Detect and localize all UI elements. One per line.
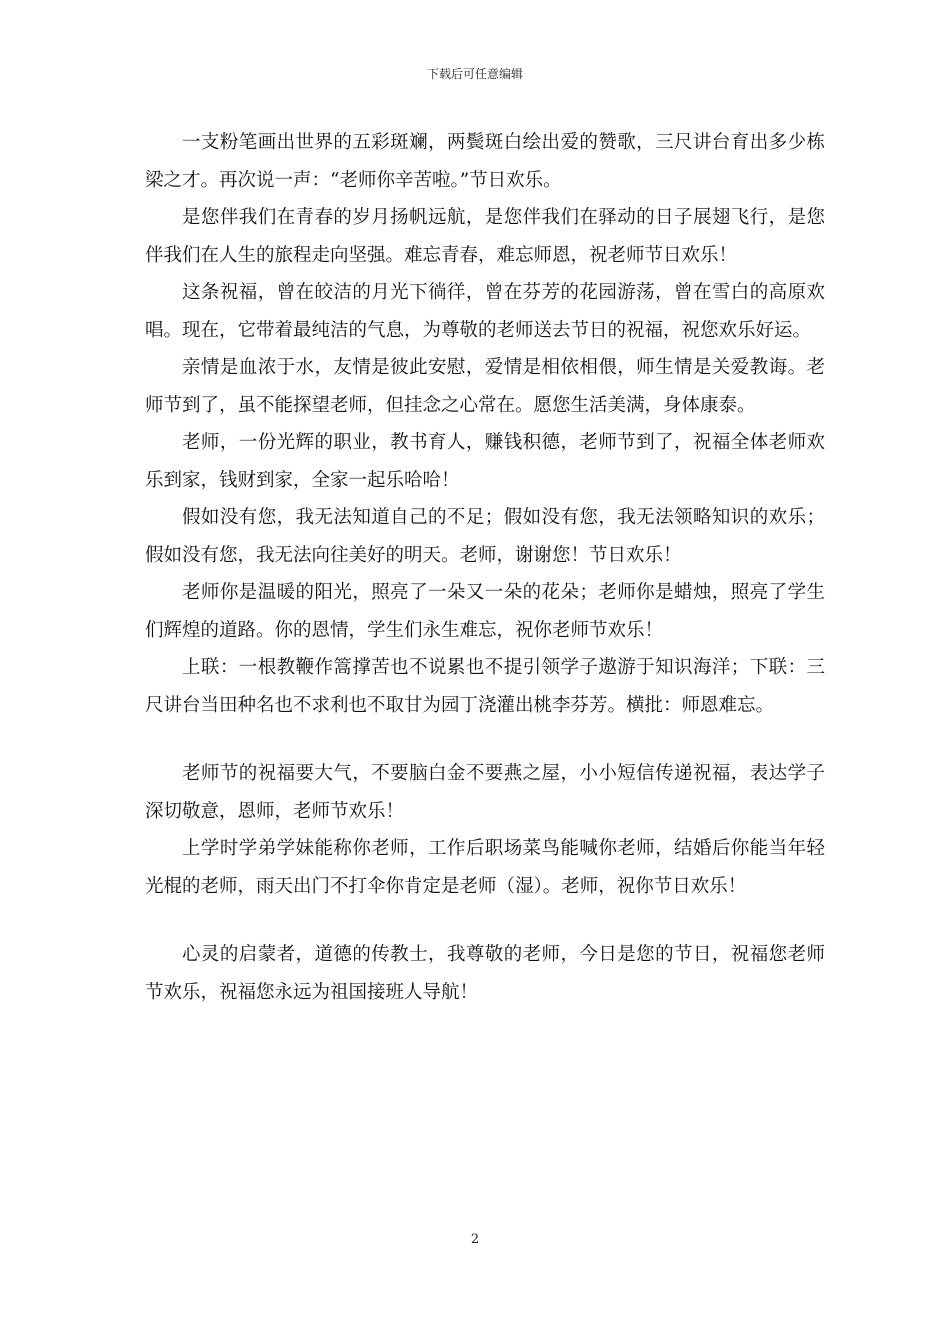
paragraph: 亲情是血浓于水，友情是彼此安慰，爱情是相依相偎，师生情是关爱教诲。老师节到了，虽不能探望老师，但挂念之心常在。愿您生活美满，身体康泰。	[145, 357, 825, 416]
paragraph: 心灵的启蒙者，道德的传教士，我尊敬的老师，今日是您的节日，祝福您老师节欢乐，祝福您永远为祖国接班人导航！	[145, 944, 825, 1003]
paragraph: 一支粉笔画出世界的五彩斑斓，两鬓斑白绘出爱的赞歌，三尺讲台育出多少栋梁之才。再次说一声：“老师你辛苦啦。”节日欢乐。	[145, 132, 825, 191]
paragraph: 老师节的祝福要大气，不要脑白金不要燕之屋，小小短信传递祝福，表达学子深切敬意，恩师，老师节欢乐！	[145, 763, 825, 822]
paragraph: 上联：一根教鞭作篙撑苦也不说累也不提引领学子遨游于知识海洋；下联：三尺讲台当田种名也不求利也不取甘为园丁浇灌出桃李芬芳。横批：师恩难忘。	[145, 657, 825, 716]
header-note: 下载后可任意编辑	[426, 67, 523, 81]
paragraph: 是您伴我们在青春的岁月扬帆远航，是您伴我们在驿动的日子展翅飞行，是您伴我们在人生的旅程走向坚强。难忘青春，难忘师恩，祝老师节日欢乐！	[145, 207, 825, 266]
paragraph: 这条祝福，曾在皎洁的月光下徜徉，曾在芬芳的花园游荡，曾在雪白的高原欢唱。现在，它带着最纯洁的气息，为尊敬的老师送去节日的祝福，祝您欢乐好运。	[145, 282, 825, 341]
page-number: 2	[470, 1232, 480, 1247]
paragraph: 假如没有您，我无法知道自己的不足；假如没有您，我无法领略知识的欢乐；假如没有您，我无法向往美好的明天。老师，谢谢您！节日欢乐！	[145, 507, 825, 566]
document-body	[145, 124, 825, 1011]
paragraph: 上学时学弟学妹能称你老师，工作后职场菜鸟能喊你老师，结婚后你能当年轻光棍的老师，雨天出门不打伞你肯定是老师（湿）。老师，祝你节日欢乐！	[145, 838, 825, 897]
paragraph: 老师你是温暖的阳光，照亮了一朵又一朵的花朵；老师你是蜡烛，照亮了学生们辉煌的道路。你的恩情，学生们永生难忘，祝你老师节欢乐！	[145, 582, 825, 641]
paragraph: 老师，一份光辉的职业，教书育人，赚钱积德，老师节到了，祝福全体老师欢乐到家，钱财到家，全家一起乐哈哈！	[145, 432, 825, 491]
